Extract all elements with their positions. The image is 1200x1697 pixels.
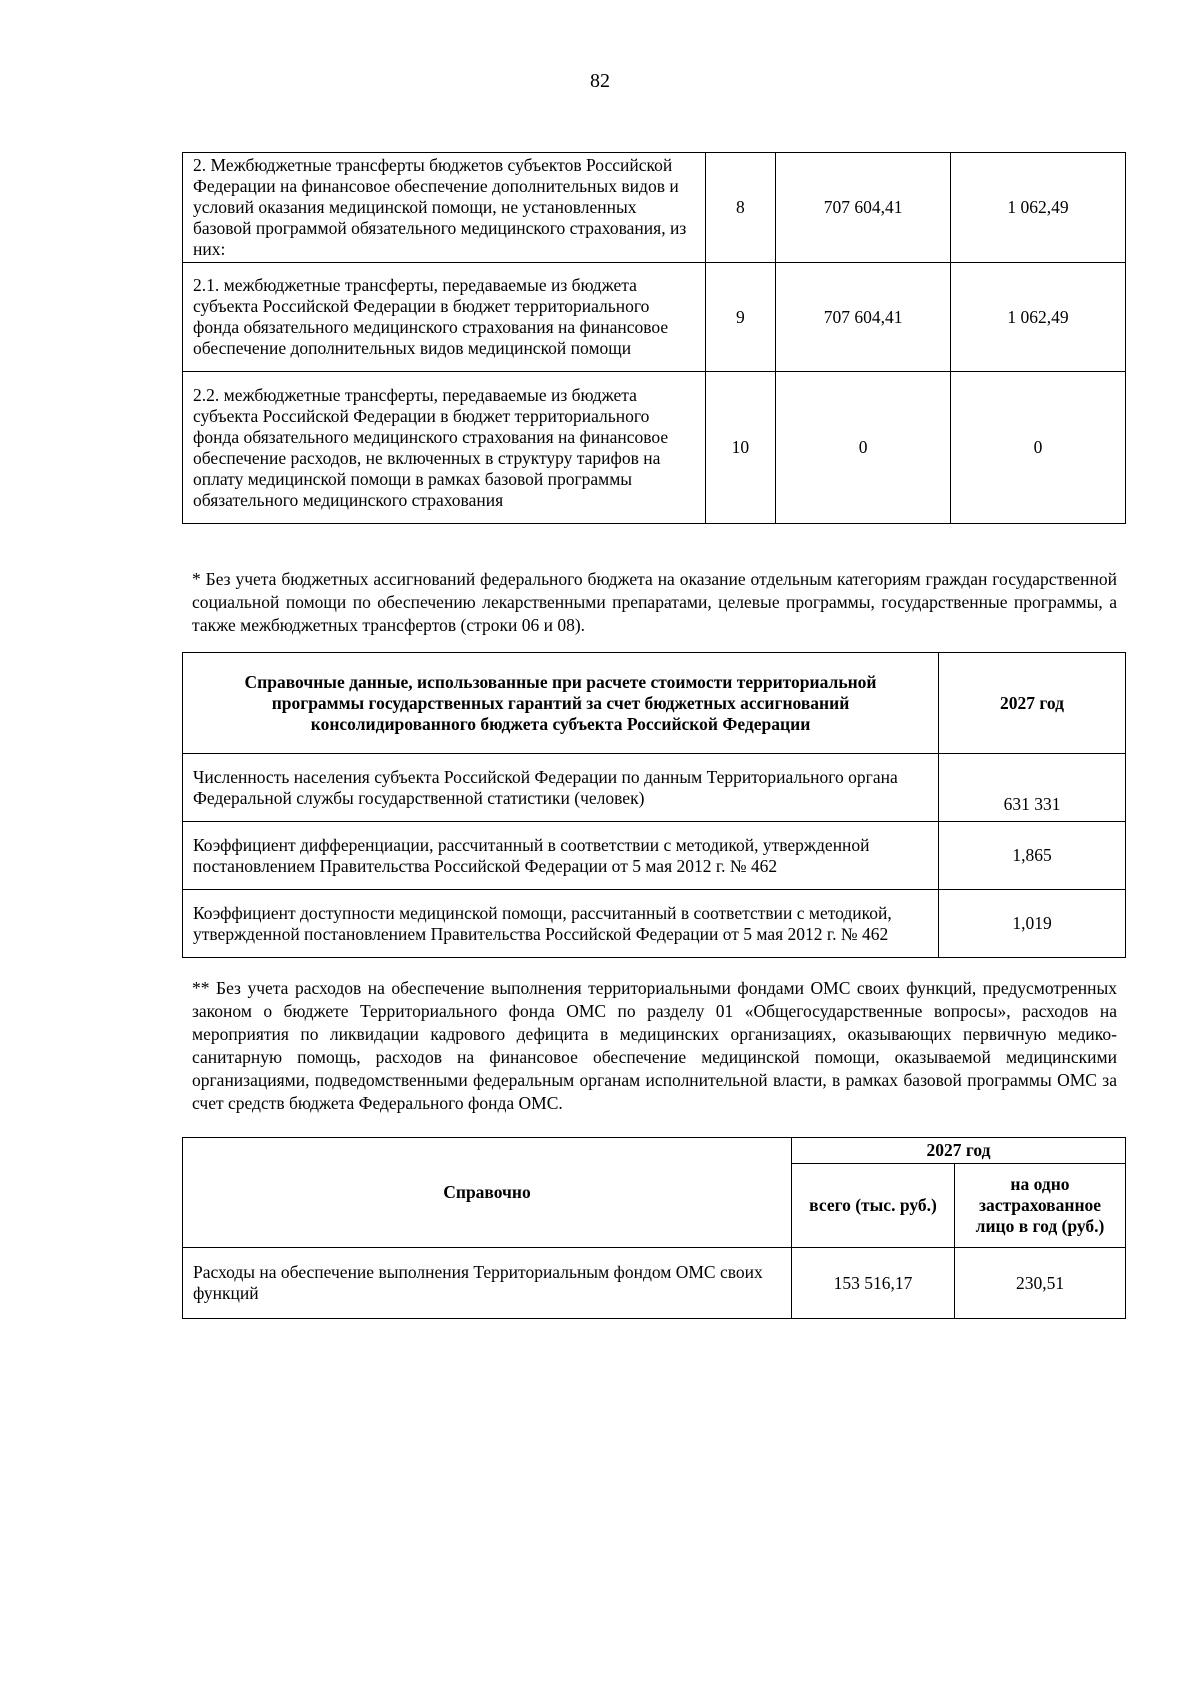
table-header-row [183, 1138, 1126, 1164]
row-description: Численность населения субъекта Российской Федерации по данным Территориального органа Федеральной службы государственной статистики (человек) [183, 754, 939, 822]
table-row [183, 153, 1126, 263]
row-total: 707 604,41 [776, 153, 951, 263]
footnote-double-asterisk: ** Без учета расходов на обеспечение выполнения территориальными фондами ОМС своих функций, предусмотренных законом о бюджете Территориального фонда ОМС по разделу 01 «Общегосударственные вопросы», расходов на мероприятия по ликвидации кадрового дефицита в медицинских организациях, оказывающих первичную медико-санитарную помощь, расходов на финансовое обеспечение медицинской помощи, оказываемой медицинскими организациями, подведомственными федеральным органам исполнительной власти, в рамках базовой программы ОМС за счет средств бюджета Федерального фонда ОМС. [192, 978, 1117, 1113]
table-row [183, 263, 1126, 372]
row-description: Расходы на обеспечение выполнения Территориальным фондом ОМС своих функций [183, 1248, 792, 1319]
transfers-table [182, 152, 1126, 524]
row-description: 2. Межбюджетные трансферты бюджетов субъектов Российской Федерации на финансовое обеспечение дополнительных видов и условий оказания медицинской помощи, не установленных базовой программой обязательного медицинского страхования, из них: [183, 153, 706, 263]
reference-header-year: 2027 год [939, 653, 1126, 754]
oms-header-year: 2027 год [792, 1138, 1126, 1164]
row-number: 9 [705, 263, 776, 372]
reference-data-table [182, 652, 1126, 958]
row-total: 707 604,41 [776, 263, 951, 372]
row-value: 1,865 [939, 822, 1126, 890]
table-header-row [183, 653, 1126, 754]
row-per-insured: 230,51 [955, 1248, 1126, 1319]
row-value: 1,019 [939, 890, 1126, 958]
row-description: 2.2. межбюджетные трансферты, передаваемые из бюджета субъекта Российской Федерации в бюджет территориального фонда обязательного медицинского страхования на финансовое обеспечение расходов, не включенных в структуру тарифов на оплату медицинской помощи в рамках базовой программы обязательного медицинского страхования [183, 372, 706, 524]
table-row [183, 890, 1126, 958]
row-description: Коэффициент дифференциации, рассчитанный в соответствии с методикой, утвержденной постановлением Правительства Российской Федерации от 5 мая 2012 г. № 462 [183, 822, 939, 890]
row-per-capita: 0 [951, 372, 1126, 524]
table-row [183, 822, 1126, 890]
reference-header-title: Справочные данные, использованные при расчете стоимости территориальной программы государственных гарантий за счет бюджетных ассигнований консолидированного бюджета субъекта Российской Федерации [183, 653, 939, 754]
row-value: 631 331 [939, 754, 1126, 822]
oms-header-total: всего (тыс. руб.) [792, 1164, 955, 1248]
row-total: 153 516,17 [792, 1248, 955, 1319]
row-description: Коэффициент доступности медицинской помощи, рассчитанный в соответствии с методикой, утвержденной постановлением Правительства Российской Федерации от 5 мая 2012 г. № 462 [183, 890, 939, 958]
table-row [183, 754, 1126, 822]
table-row [183, 372, 1126, 524]
row-total: 0 [776, 372, 951, 524]
footnote-single-asterisk: * Без учета бюджетных ассигнований федерального бюджета на оказание отдельным категориям граждан государственной социальной помощи по обеспечению лекарственными препаратами, целевые программы, государственные программы, а также межбюджетных трансфертов (строки 06 и 08). [192, 569, 1117, 635]
row-per-capita: 1 062,49 [951, 263, 1126, 372]
row-per-capita: 1 062,49 [951, 153, 1126, 263]
page-number: 82 [590, 70, 610, 92]
row-number: 10 [705, 372, 776, 524]
oms-header-per-insured: на одно застрахованное лицо в год (руб.) [955, 1164, 1126, 1248]
table-row [183, 1248, 1126, 1319]
oms-header-label: Справочно [183, 1138, 792, 1248]
row-number: 8 [705, 153, 776, 263]
oms-reference-table [182, 1137, 1126, 1319]
row-description: 2.1. межбюджетные трансферты, передаваемые из бюджета субъекта Российской Федерации в бюджет территориального фонда обязательного медицинского страхования на финансовое обеспечение дополнительных видов медицинской помощи [183, 263, 706, 372]
